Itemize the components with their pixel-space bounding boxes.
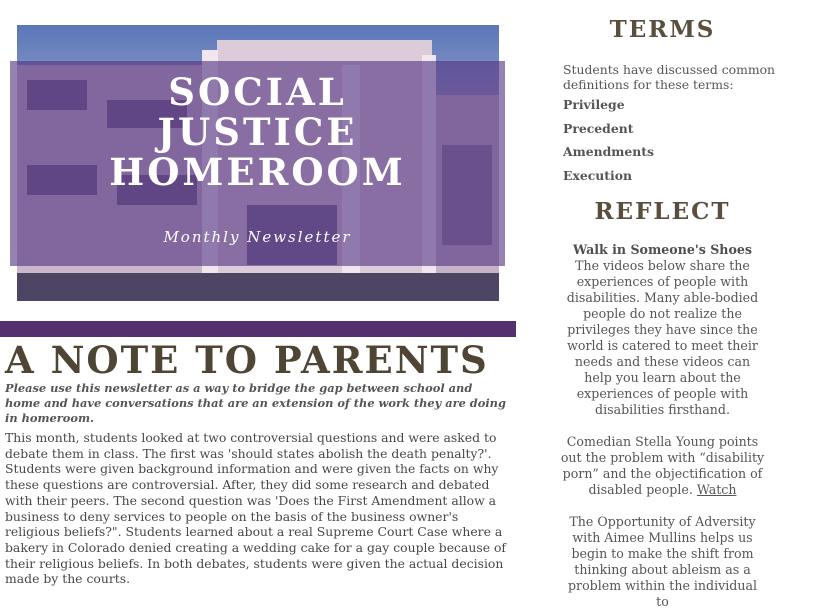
reflect-block-shoes xyxy=(560,242,765,418)
term-item: Amendments xyxy=(563,144,654,159)
hero-title-line: SOCIAL xyxy=(168,70,347,114)
hero-title-line: JUSTICE xyxy=(157,110,358,154)
reflect-block-text: The videos below share the experiences of people with disabilities. Many able-bodied people do not realize the privileges they have since the world is catered to meet their needs and these videos can help you learn about the experiences of people with disabilities firsthand. xyxy=(566,258,759,417)
watch-link[interactable]: Watch xyxy=(696,482,737,497)
note-body: This month, students looked at two controversial questions and were asked to debate them in class. The first was 'should states abolish the death penalty?'. Students were given background information and were given the facts on why these questions are controversial. After, they did some research and debated with their peers. The second question was 'Does the First Amendment allow a business to deny services to people on the basis of the business owner's religious beliefs?". Students learned about a real Supreme Court Case where a bakery in Colorado denied creating a wedding cake for a gay couple because of their religious beliefs. In both debates, students were given the actual decision made by the courts. xyxy=(5,430,507,587)
reflect-block-text: The Opportunity of Adversity with Aimee Mullins helps us begin to make the shift from thinking about ableism as a problem within the individual to xyxy=(568,514,757,609)
term-item: Precedent xyxy=(563,121,634,136)
hero-title xyxy=(10,72,505,192)
terms-intro: Students have discussed common definitions for these terms: xyxy=(563,62,776,92)
reflect-block-stella xyxy=(560,434,765,498)
reflect-block-aimee xyxy=(560,514,765,610)
term-item: Execution xyxy=(563,168,632,183)
ground xyxy=(17,273,499,301)
hero-subtitle: Monthly Newsletter xyxy=(163,228,352,246)
reflect-block-text: Comedian Stella Young points out the problem with “disability porn” and the objectification of disabled people. xyxy=(560,434,765,497)
divider-bar xyxy=(0,321,516,337)
reflect-block-title: Walk in Someone's Shoes xyxy=(573,242,752,257)
note-intro: Please use this newsletter as a way to bridge the gap between school and home and have conversations that are an extension of the work they are doing in homeroom. xyxy=(5,381,506,425)
note-title: A NOTE TO PARENTS xyxy=(5,338,489,382)
reflect-heading: REFLECT xyxy=(594,198,731,225)
term-item: Privilege xyxy=(563,97,625,112)
terms-heading: TERMS xyxy=(609,16,716,43)
hero-title-line: HOMEROOM xyxy=(109,150,406,194)
